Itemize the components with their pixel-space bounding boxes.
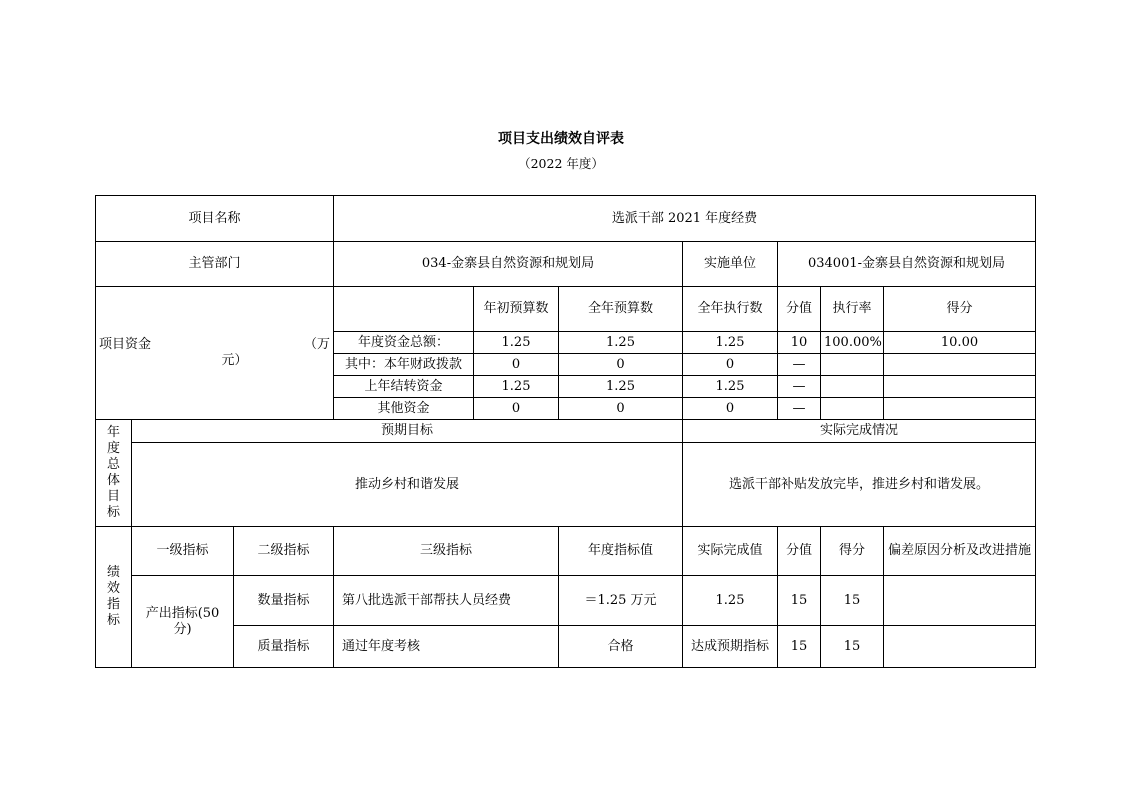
funds-row-score (884, 376, 1036, 398)
score-header: 得分 (821, 527, 884, 576)
project-funds-label-part2: （万 (303, 337, 330, 352)
funds-row-annual: 0 (559, 354, 683, 376)
deviation (884, 626, 1036, 668)
funds-header-rate: 执行率 (821, 287, 884, 332)
funds-header-executed: 全年执行数 (683, 287, 778, 332)
funds-row-executed: 0 (683, 354, 778, 376)
funds-row-annual: 1.25 (559, 332, 683, 354)
funds-row-score (884, 398, 1036, 420)
expected-goal-text: 推动乡村和谐发展 (132, 443, 683, 527)
level2-name: 数量指标 (234, 576, 334, 626)
score-value: 15 (778, 626, 821, 668)
funds-row-score: 10.00 (884, 332, 1036, 354)
project-name-label: 项目名称 (96, 196, 334, 242)
annual-goal-header-row (96, 420, 1036, 443)
score: 15 (821, 576, 884, 626)
funds-row-executed: 0 (683, 398, 778, 420)
department-row (96, 242, 1036, 287)
actual-completion-text: 选派干部补贴发放完毕，推进乡村和谐发展。 (683, 443, 1036, 527)
annual-goal-label (96, 420, 132, 527)
target-value: ＝1.25 万元 (559, 576, 683, 626)
indicator-row (96, 626, 1036, 668)
actual-value: 1.25 (683, 576, 778, 626)
funds-row-score-value: — (778, 376, 821, 398)
funds-row-name: 年度资金总额： (334, 332, 474, 354)
project-funds-label-part1: 项目资金 (99, 337, 152, 352)
project-name-row (96, 196, 1036, 242)
expected-goal-header: 预期目标 (132, 420, 683, 443)
actual-completion-header: 实际完成情况 (683, 420, 1036, 443)
score-value-header: 分值 (778, 527, 821, 576)
evaluation-table (95, 195, 1036, 668)
indicators-header-row (96, 527, 1036, 576)
funds-row-rate: 100.00% (821, 332, 884, 354)
funds-header-score-value: 分值 (778, 287, 821, 332)
funds-row-name: 上年结转资金 (334, 376, 474, 398)
department-value: 034-金寨县自然资源和规划局 (334, 242, 683, 287)
funds-row-score (884, 354, 1036, 376)
level1-name: 产出指标(50 分) (132, 576, 234, 668)
deviation (884, 576, 1036, 626)
annual-goal-label-char: 标 (106, 505, 120, 520)
implementing-unit-label: 实施单位 (683, 242, 778, 287)
implementing-unit-value: 034001-金寨县自然资源和规划局 (778, 242, 1036, 287)
indicators-label (96, 527, 132, 668)
level3-name: 第八批选派干部帮扶人员经费 (334, 576, 559, 626)
funds-row-initial: 1.25 (474, 376, 559, 398)
funds-header-initial: 年初预算数 (474, 287, 559, 332)
funds-header-annual: 全年预算数 (559, 287, 683, 332)
funds-row-score-value: 10 (778, 332, 821, 354)
score: 15 (821, 626, 884, 668)
level2-header: 二级指标 (234, 527, 334, 576)
annual-goal-label-char: 年 (106, 425, 120, 440)
page-subtitle: （2022 年度） (518, 156, 604, 171)
department-label: 主管部门 (96, 242, 334, 287)
indicators-label-char: 指 (106, 597, 120, 612)
funds-row-rate (821, 398, 884, 420)
annual-goal-label-char: 目 (106, 489, 120, 504)
target-value: 合格 (559, 626, 683, 668)
level2-name: 质量指标 (234, 626, 334, 668)
level1-header: 一级指标 (132, 527, 234, 576)
actual-value-header: 实际完成值 (683, 527, 778, 576)
funds-header-score: 得分 (884, 287, 1036, 332)
indicators-label-char: 标 (106, 613, 120, 628)
level3-name: 通过年度考核 (334, 626, 559, 668)
project-funds-label (96, 287, 334, 420)
project-name-value: 选派干部 2021 年度经费 (334, 196, 1036, 242)
funds-row-score-value: — (778, 354, 821, 376)
funds-row-score-value: — (778, 398, 821, 420)
annual-goal-label-char: 体 (106, 473, 120, 488)
funds-row-name: 其他资金 (334, 398, 474, 420)
funds-row-executed: 1.25 (683, 332, 778, 354)
funds-row-rate (821, 354, 884, 376)
funds-row-initial: 1.25 (474, 332, 559, 354)
funds-row-name: 其中：本年财政拨款 (334, 354, 474, 376)
funds-header-row (96, 287, 1036, 332)
level3-header: 三级指标 (334, 527, 559, 576)
project-funds-label-part3: 元） (221, 353, 248, 368)
indicators-label-char: 效 (106, 581, 120, 596)
funds-row-rate (821, 376, 884, 398)
funds-row-annual: 0 (559, 398, 683, 420)
actual-value: 达成预期指标 (683, 626, 778, 668)
page-title: 项目支出绩效自评表 (498, 131, 624, 147)
annual-goal-label-char: 总 (106, 457, 120, 472)
target-header: 年度指标值 (559, 527, 683, 576)
annual-goal-label-char: 度 (106, 441, 120, 456)
indicators-label-char: 绩 (106, 565, 120, 580)
funds-header-empty (334, 287, 474, 332)
deviation-header: 偏差原因分析及改进措施 (884, 527, 1036, 576)
funds-row-initial: 0 (474, 354, 559, 376)
indicator-row (96, 576, 1036, 626)
funds-row-initial: 0 (474, 398, 559, 420)
funds-row-executed: 1.25 (683, 376, 778, 398)
score-value: 15 (778, 576, 821, 626)
annual-goal-content-row (96, 443, 1036, 527)
funds-row-annual: 1.25 (559, 376, 683, 398)
